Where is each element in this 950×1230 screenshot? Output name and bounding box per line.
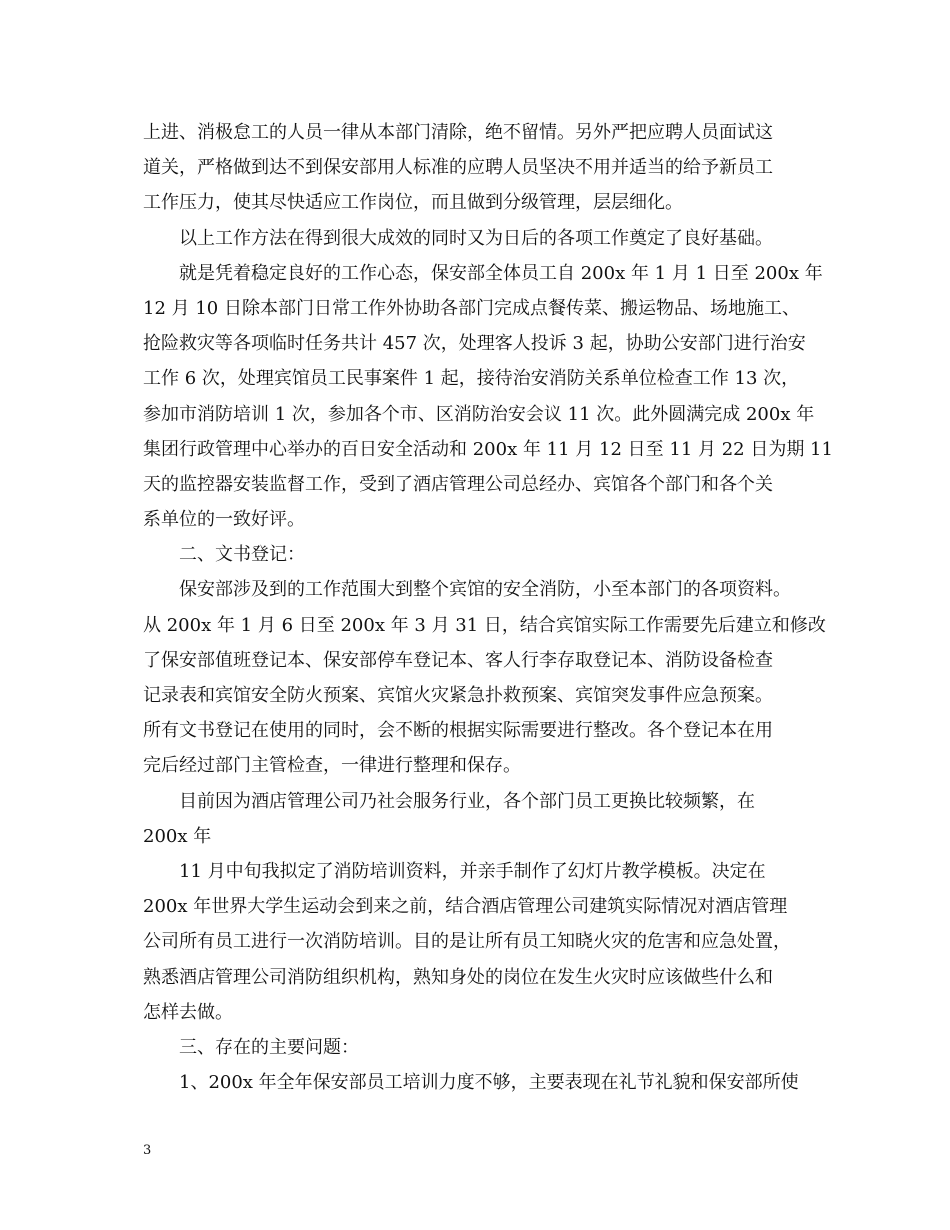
text-line: 系单位的一致好评。 bbox=[143, 509, 305, 531]
text-line: 参加市消防培训 1 次，参加各个市、区消防治安会议 11 次。此外圆满完成 200x 年 bbox=[143, 403, 815, 425]
text-line: 工作 6 次，处理宾馆员工民事案件 1 起，接待治安消防关系单位检查工作 13 次， bbox=[143, 368, 800, 390]
text-line: 公司所有员工进行一次消防培训。目的是让所有员工知晓火灾的危害和应急处置， bbox=[143, 931, 791, 953]
text-line: 记录表和宾馆安全防火预案、宾馆火灾紧急扑救预案、宾馆突发事件应急预案。 bbox=[143, 685, 773, 706]
text-line: 200x 年 bbox=[143, 825, 212, 847]
text-line: 工作压力，使其尽快适应工作岗位，而且做到分级管理，层层细化。 bbox=[143, 192, 683, 214]
text-line: 从 200x 年 1 月 6 日至 200x 年 3 月 31 日，结合宾馆实际工作需要先后建立和修改 bbox=[143, 614, 826, 636]
text-line: 抢险救灾等各项临时任务共计 457 次，处理客人投诉 3 起，协助公安部门进行治安 bbox=[143, 333, 806, 355]
text-line: 就是凭着稳定良好的工作心态，保安部全体员工自 200x 年 1 月 1 日至 200x 年 bbox=[179, 262, 823, 284]
text-line: 集团行政管理中心举办的百日安全活动和 200x 年 11 月 12 日至 11 月 22 日为期 11 bbox=[143, 438, 833, 460]
text-line: 以上工作方法在得到很大成效的同时又为日后的各项工作奠定了良好基础。 bbox=[179, 227, 773, 249]
text-line: 完后经过部门主管检查，一律进行整理和保存。 bbox=[143, 755, 521, 777]
text-line: 1、200x 年全年保安部员工培训力度不够，主要表现在礼节礼貌和保安部所使 bbox=[179, 1072, 799, 1094]
text-line: 怎样去做。 bbox=[143, 1001, 233, 1023]
text-line: 所有文书登记在使用的同时，会不断的根据实际需要进行整改。各个登记本在用 bbox=[143, 720, 773, 742]
text-line: 了保安部值班登记本、保安部停车登记本、客人行李存取登记本、消防设备检查 bbox=[143, 649, 773, 671]
text-line: 12 月 10 日除本部门日常工作外协助各部门完成点餐传菜、搬运物品、场地施工、 bbox=[143, 297, 800, 319]
page-number: 3 bbox=[143, 1143, 152, 1158]
text-line: 保安部涉及到的工作范围大到整个宾馆的安全消防，小至本部门的各项资料。 bbox=[179, 579, 791, 601]
text-line: 熟悉酒店管理公司消防组织机构，熟知身处的岗位在发生火灾时应该做些什么和 bbox=[143, 966, 773, 988]
text-line: 天的监控器安装监督工作，受到了酒店管理公司总经办、宾馆各个部门和各个关 bbox=[143, 473, 773, 495]
text-line: 二、文书登记： bbox=[179, 544, 305, 566]
text-line: 目前因为酒店管理公司乃社会服务行业，各个部门员工更换比较频繁，在 bbox=[179, 790, 755, 812]
text-line: 11 月中旬我拟定了消防培训资料，并亲手制作了幻灯片教学模板。决定在 bbox=[179, 860, 766, 882]
text-line: 200x 年世界大学生运动会到来之前，结合酒店管理公司建筑实际情况对酒店管理 bbox=[143, 896, 788, 918]
text-line: 三、存在的主要问题： bbox=[179, 1036, 359, 1058]
body-text bbox=[143, 115, 833, 1100]
text-line: 道关，严格做到达不到保安部用人标准的应聘人员坚决不用并适当的给予新员工 bbox=[143, 157, 773, 179]
text-line: 上进、消极怠工的人员一律从本部门清除，绝不留情。另外严把应聘人员面试这 bbox=[143, 122, 773, 143]
